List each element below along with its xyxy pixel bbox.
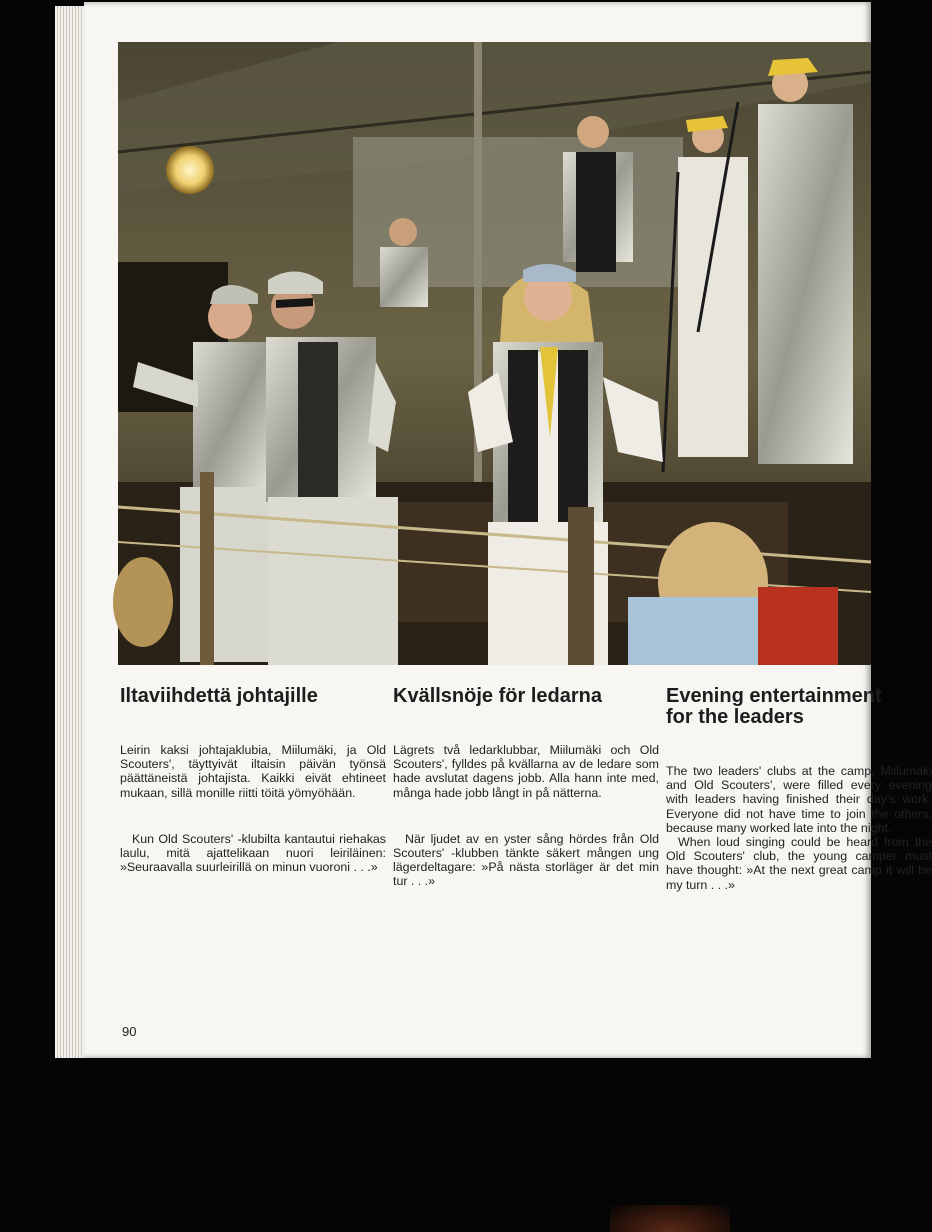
heading-english: Evening entertainment for the leaders (666, 685, 882, 728)
heading-finnish: Iltaviihdettä johtajille (120, 685, 318, 707)
paragraph-english-2: When loud singing could be heard from the Old Scouters' club, the young camper must have thought: »At the next great camp it will be my turn . . .» (666, 835, 932, 892)
paragraph-finnish-1: Leirin kaksi johtajaklubia, Miilumäki, ja Old Scouters', täyttyivät iltaisin päivän työnsä päättäneistä johtajista. Kaikki eivät ehtineet mukaan, sillä monille riitti töitä yömyöhään. (120, 743, 386, 800)
heading-swedish: Kvällsnöje för ledarna (393, 685, 602, 707)
column-english (666, 685, 932, 892)
page-number: 90 (122, 1024, 137, 1039)
background-table (610, 1205, 730, 1232)
paragraph-english-1: The two leaders' clubs at the camp, Miilumäki and Old Scouters', were filled every evening with leaders having finished their day's work. Everyone did not have time to join the others, because many worked late into the night. (666, 764, 932, 835)
column-swedish (393, 686, 659, 889)
paragraph-finnish-2: Kun Old Scouters' -klubilta kantautui riehakas laulu, mitä ajattelikaan nuori leiriläinen: »Seuraavalla suurleirillä on minun vuoroni . . .» (120, 831, 386, 875)
column-finnish (120, 686, 386, 874)
paragraph-swedish-2: När ljudet av en yster sång hördes från Old Scouters' -klubben tänkte säkert mången ung lägerdeltagare: »På nästa storläger är det min tur . . .» (393, 831, 659, 889)
paragraph-swedish-1: Lägrets två ledarklubbar, Miilumäki och Old Scouters', fylldes på kvällarna av de ledare som hade avslutat dagens jobb. Alla hann inte med, många hade jobb långt in på nätterna. (393, 743, 659, 800)
photo-stage-performers (118, 42, 871, 665)
